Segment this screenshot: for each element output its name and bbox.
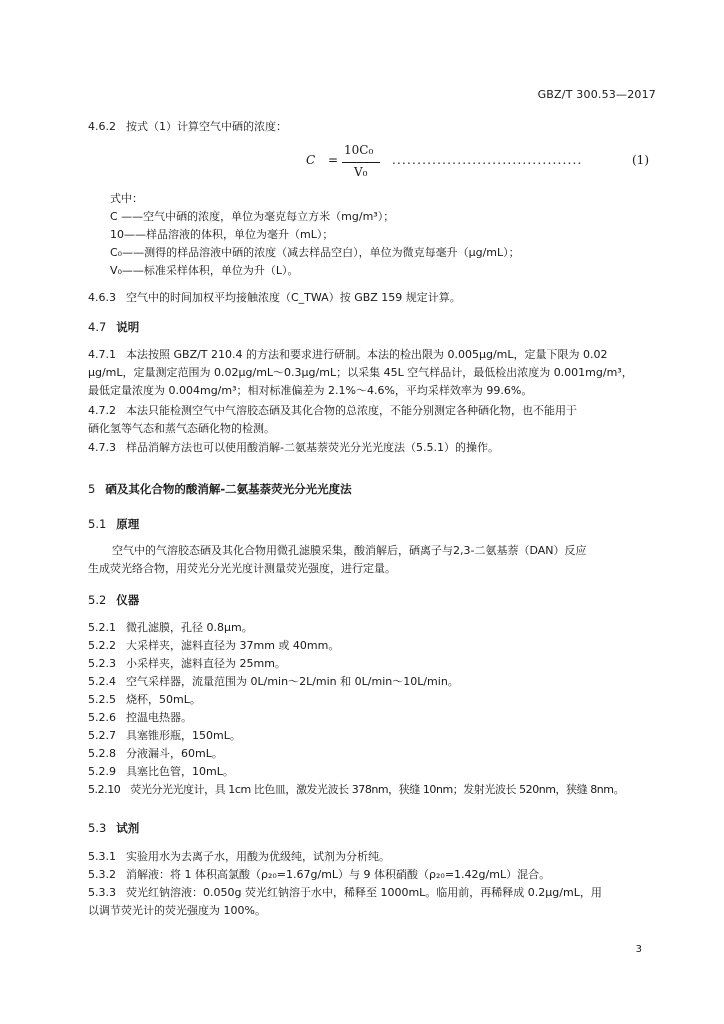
section-title: 原理: [116, 517, 140, 531]
formula-number: (1): [632, 153, 649, 167]
item-number: 5.2.1: [88, 621, 116, 634]
formula-definitions: [88, 190, 656, 280]
page-number: 3: [635, 944, 642, 955]
formula-denominator: V₀: [354, 165, 368, 179]
definition-item: C₀——测得的样品溶液中硒的浓度（减去样品空白），单位为微克每毫升（μg/mL）；: [110, 246, 520, 259]
item-text: 大采样夹，滤料直径为 37mm 或 40mm。: [126, 639, 340, 652]
paragraph-line: 生成荧光络合物，用荧光分光光度计测量荧光强度，进行定量。: [88, 562, 396, 575]
clause-line: μg/mL，定量测定范围为 0.02μg/mL～0.3μg/mL；以采集 45L 空气样品计，最低检出浓度为 0.001mg/m³，: [88, 366, 633, 379]
clause-4-7-1: [88, 346, 656, 400]
clause-text: 按式（1）计算空气中硒的浓度：: [126, 120, 287, 133]
clause-4-6-3: [88, 289, 656, 307]
clause-line: 硒化氢等气态和蒸气态硒化物的检测。: [88, 422, 275, 435]
item-number: 5.2.6: [88, 711, 116, 724]
item-text: 荧光红钠溶液：0.050g 荧光红钠溶于水中，稀释至 1000mL。临用前，再稀释成 0.2μg/mL，用: [126, 886, 602, 899]
item-text: 烧杯，50mL。: [126, 693, 201, 706]
formula-1: [306, 144, 666, 184]
item-number: 5.2.8: [88, 747, 116, 760]
item-text: 控温电热器。: [126, 711, 192, 724]
list-item: [88, 745, 656, 763]
item-text: 微孔滤膜，孔径 0.8μm。: [126, 621, 253, 634]
section-5-1-heading: [88, 515, 656, 533]
section-number: 5.2: [88, 593, 107, 607]
list-item: [88, 655, 656, 673]
item-number: 5.2.7: [88, 729, 116, 742]
list-item: [88, 727, 656, 745]
clause-4-7-3: [88, 439, 656, 457]
formula-leader-dots: ......................................: [392, 153, 583, 167]
standard-number-header: GBZ/T 300.53—2017: [537, 88, 656, 101]
section-5-2-heading: [88, 591, 656, 609]
item-number: 5.2.10: [88, 783, 121, 796]
section-number: 5: [88, 482, 96, 496]
definition-item: V₀——标准采样体积，单位为升（L）。: [110, 264, 299, 277]
section-number: 5.1: [88, 517, 107, 531]
list-item: [88, 709, 656, 727]
item-text: 具塞比色管，10mL。: [126, 765, 234, 778]
list-item: [88, 619, 656, 637]
clause-number: 4.6.3: [88, 291, 116, 304]
section-4-7-heading: [88, 318, 656, 336]
section-title: 仪器: [116, 593, 140, 607]
section-title: 试剂: [116, 821, 140, 835]
section-5-3-heading: [88, 819, 656, 837]
clause-number: 4.7.2: [88, 404, 116, 417]
clause-line: 最低定量浓度为 0.004mg/m³；相对标准偏差为 2.1%～4.6%，平均采样效率为 99.6%。: [88, 384, 533, 397]
item-number: 5.2.2: [88, 639, 116, 652]
list-item: [88, 691, 656, 709]
item-text: 实验用水为去离子水，用酸为优级纯，试剂为分析纯。: [126, 850, 390, 863]
section-number: 5.3: [88, 821, 107, 835]
item-text: 消解液：将 1 体积高氯酸（ρ₂₀=1.67g/mL）与 9 体积硝酸（ρ₂₀=1.42g/mL）混合。: [126, 868, 551, 881]
reagent-list: [88, 848, 656, 920]
list-item-continuation: 以调节荧光计的荧光强度为 100%。: [88, 904, 266, 917]
item-number: 5.2.3: [88, 657, 116, 670]
clause-number: 4.7.3: [88, 441, 116, 454]
item-number: 5.2.9: [88, 765, 116, 778]
item-text: 荧光分光光度计，具 1cm 比色皿，激发光波长 378nm，狭缝 10nm；发射光波长 520nm，狭缝 8nm。: [130, 783, 625, 796]
item-number: 5.2.4: [88, 675, 116, 688]
paragraph-line: 空气中的气溶胶态硒及其化合物用微孔滤膜采集，酸消解后，硒离子与2,3-二氨基萘（DAN）反应: [112, 544, 587, 557]
list-item: [88, 848, 656, 866]
formula-equals: =: [328, 153, 339, 167]
list-item: [88, 866, 656, 884]
section-title: 说明: [116, 320, 140, 334]
item-text: 空气采样器，流量范围为 0L/min～2L/min 和 0L/min～10L/min。: [126, 675, 459, 688]
section-5-heading: [88, 480, 656, 498]
list-item: [88, 884, 656, 902]
item-text: 分液漏斗，60mL。: [126, 747, 223, 760]
definition-item: C ——空气中硒的浓度，单位为毫克每立方米（mg/m³）；: [110, 210, 395, 223]
item-text: 具塞锥形瓶，150mL。: [126, 729, 241, 742]
list-item: [88, 763, 656, 781]
clause-4-6-2: [88, 118, 656, 136]
principle-paragraph: [88, 542, 656, 578]
fraction-bar: [342, 162, 380, 163]
item-text: 小采样夹，滤料直径为 25mm。: [126, 657, 286, 670]
instrument-list: [88, 619, 656, 799]
item-number: 5.3.3: [88, 886, 116, 899]
formula-numerator: 10C₀: [344, 143, 374, 157]
clause-text: 空气中的时间加权平均接触浓度（C_TWA）按 GBZ 159 规定计算。: [126, 291, 461, 304]
item-number: 5.2.5: [88, 693, 116, 706]
list-item: [88, 673, 656, 691]
clause-number: 4.7.1: [88, 348, 116, 361]
clause-text: 样品消解方法也可以使用酸消解-二氨基萘荧光分光光度法（5.5.1）的操作。: [126, 441, 499, 454]
formula-lhs: C: [306, 153, 316, 167]
clause-4-7-2: [88, 402, 656, 438]
clause-line: 本法只能检测空气中气溶胶态硒及其化合物的总浓度，不能分别测定各种硒化物，也不能用于: [126, 404, 577, 417]
list-item: [88, 781, 656, 799]
clause-number: 4.6.2: [88, 120, 116, 133]
clause-line: 本法按照 GBZ/T 210.4 的方法和要求进行研制。本法的检出限为 0.005μg/mL，定量下限为 0.02: [126, 348, 608, 361]
where-label: 式中：: [110, 192, 143, 205]
item-number: 5.3.1: [88, 850, 116, 863]
definition-item: 10——样品溶液的体积，单位为毫升（mL）；: [110, 228, 334, 241]
list-item: [88, 637, 656, 655]
section-title: 硒及其化合物的酸消解-二氨基萘荧光分光光度法: [105, 482, 352, 496]
item-number: 5.3.2: [88, 868, 116, 881]
section-number: 4.7: [88, 320, 107, 334]
